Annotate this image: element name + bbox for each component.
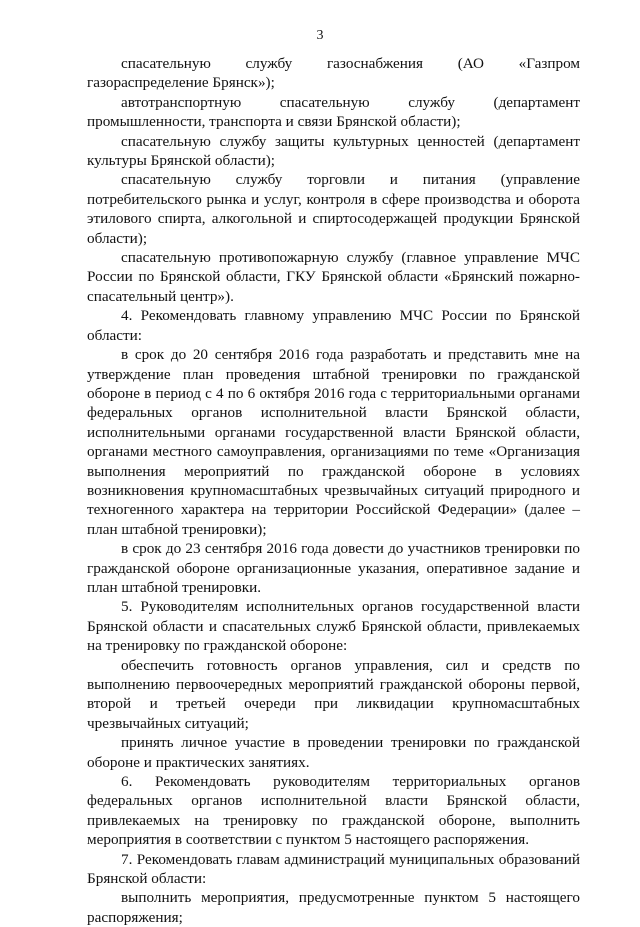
paragraph-item-5: 5. Руководителям исполнительных органов государственной власти Брянской области и спасательных служб Брянской области, привлекаемых на тренировку по гражданской обороне: (87, 598, 580, 655)
paragraph-participation: принять личное участие в проведении тренировки по гражданской обороне и практических занятиях. (87, 734, 580, 771)
paragraph-instructions-deadline: в срок до 23 сентября 2016 года довести до участников тренировки по гражданской обороне организационные указания, оперативное задание и план штабной тренировки. (87, 540, 580, 596)
paragraph-item-6: 6. Рекомендовать руководителям территориальных органов федеральных органов исполнительной власти Брянской области, привлекаемых на тренировку по гражданской обороне, выполнить мероприятия в соответствии с пунктом 5 настоящего распоряжения. (87, 773, 580, 849)
paragraph-item-7: 7. Рекомендовать главам администраций муниципальных образований Брянской области: (87, 850, 580, 888)
page-number: 3 (316, 28, 324, 43)
document-body (87, 54, 580, 927)
paragraph-gas-service: спасательную службу газоснабжения (АО «Газпром газораспределение Брянск»); (87, 55, 580, 92)
paragraph-plan-deadline: в срок до 20 сентября 2016 года разработать и представить мне на утверждение план проведения штабной тренировки по гражданской обороне в период с 4 по 6 октября 2016 года с территориальными органами федеральных органов исполнительной власти Брянской области, исполнительными органами государственной власти Брянской области, органами местного самоуправления, организациями по теме «Организация выполнения мероприятий по гражданской обороне в условиях возникновения крупномасштабных чрезвычайных ситуаций природного и техногенного характера на территории Российской Федерации» (далее – план штабной тренировки); (87, 346, 580, 538)
paragraph-item-4: 4. Рекомендовать главному управлению МЧС России по Брянской области: (87, 307, 580, 344)
paragraph-trade-service: спасательную службу торговли и питания (управление потребительского рынка и услуг, контроля в сфере производства и оборота этилового спирта, алкогольной и спиртосодержащей продукции Брянской области); (87, 171, 580, 247)
paragraph-readiness: обеспечить готовность органов управления, сил и средств по выполнению первоочередных мероприятий гражданской обороны первой, второй и третьей очереди при ликвидации крупномасштабных чрезвычайных ситуаций; (87, 656, 580, 732)
paragraph-culture-service: спасательную службу защиты культурных ценностей (департамент культуры Брянской области); (87, 132, 580, 170)
paragraph-transport-service: автотранспортную спасательную службу (департамент промышленности, транспорта и связи Брянской области); (87, 93, 580, 131)
paragraph-execute-measures: выполнить мероприятия, предусмотренные пунктом 5 настоящего распоряжения; (87, 889, 580, 926)
paragraph-fire-service: спасательную противопожарную службу (главное управление МЧС России по Брянской области, ГКУ Брянской области «Брянский пожарно-спасательный центр»). (87, 249, 580, 305)
